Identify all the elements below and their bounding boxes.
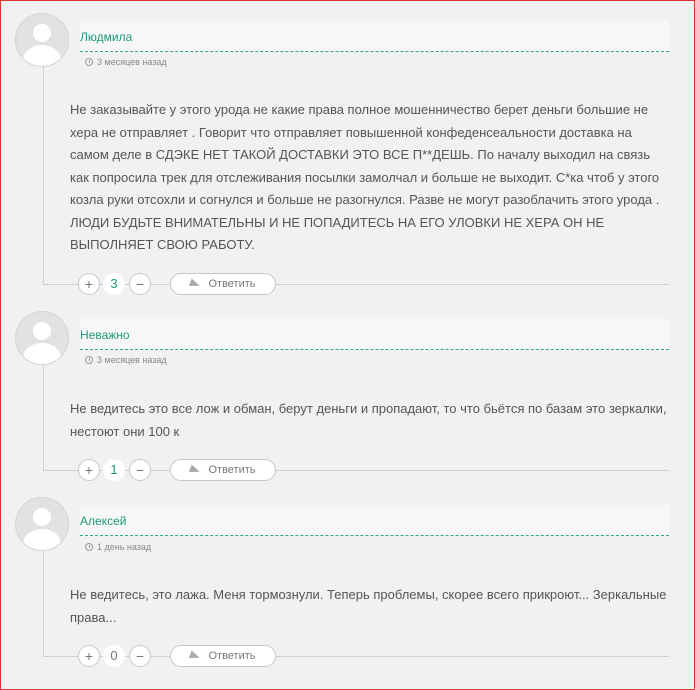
reply-arrow-icon bbox=[189, 279, 201, 290]
avatar bbox=[15, 13, 69, 67]
vote-count: 1 bbox=[103, 459, 125, 481]
default-avatar-icon bbox=[33, 24, 51, 42]
default-avatar-icon bbox=[33, 322, 51, 340]
time-label: 1 день назад bbox=[97, 542, 152, 552]
downvote-button[interactable]: − bbox=[129, 459, 151, 481]
comment-header bbox=[80, 505, 669, 536]
thread-line bbox=[43, 545, 44, 656]
author-name[interactable]: Людмила bbox=[80, 30, 133, 44]
reply-label: Ответить bbox=[208, 278, 256, 290]
clock-icon bbox=[85, 356, 93, 364]
downvote-button[interactable]: − bbox=[129, 645, 151, 667]
comment-time bbox=[85, 542, 151, 552]
reply-label: Ответить bbox=[208, 464, 256, 476]
reply-arrow-icon bbox=[189, 465, 201, 476]
avatar bbox=[15, 497, 69, 551]
reply-arrow-icon bbox=[189, 651, 201, 662]
vote-count: 0 bbox=[103, 645, 125, 667]
upvote-button[interactable]: + bbox=[78, 645, 100, 667]
upvote-button[interactable]: + bbox=[78, 273, 100, 295]
author-name[interactable]: Неважно bbox=[80, 328, 130, 342]
clock-icon bbox=[85, 543, 93, 551]
comment-header bbox=[80, 21, 669, 52]
comment-header bbox=[80, 319, 669, 350]
comment-time bbox=[85, 57, 167, 67]
reply-label: Ответить bbox=[208, 650, 256, 662]
time-label: 3 месяцев назад bbox=[97, 355, 167, 365]
reply-button[interactable] bbox=[170, 459, 276, 481]
author-name[interactable]: Алексей bbox=[80, 514, 127, 528]
comment-text: Не ведитесь, это лажа. Меня тормознули. Теперь проблемы, скорее всего прикроют... Зеркальные права... bbox=[70, 587, 667, 625]
clock-icon bbox=[85, 58, 93, 66]
comment-time bbox=[85, 355, 167, 365]
reply-button[interactable] bbox=[170, 645, 276, 667]
comment-text: Не ведитесь это все лож и обман, берут деньги и пропадают, то что бьётся по базам это зеркалки, нестоют они 100 к bbox=[70, 401, 667, 439]
reply-button[interactable] bbox=[170, 273, 276, 295]
thread-line bbox=[43, 358, 44, 470]
vote-count: 3 bbox=[103, 273, 125, 295]
default-avatar-icon bbox=[33, 508, 51, 526]
avatar bbox=[15, 311, 69, 365]
upvote-button[interactable]: + bbox=[78, 459, 100, 481]
time-label: 3 месяцев назад bbox=[97, 57, 167, 67]
downvote-button[interactable]: − bbox=[129, 273, 151, 295]
comment-text: Не заказывайте у этого урода не какие права полное мошенничество берет деньги большие не хера не отправляет . Говорит что отправляет повышенной конфеденсеальности доставка на самом деле в СДЭКЕ НЕТ ТАКОЙ ДОСТАВКИ ЭТО ВСЕ П**ДЕШЬ. По началу выходил на связь как попросила трек для отслеживания посылки замолчал и больше не выходит. С*ка чтоб у этого козла руки отсохли и согнулся и больше не разогнулся. Разве не могут разоблачить этого урода . ЛЮДИ БУДЬТЕ ВНИМАТЕЛЬНЫ И НЕ ПОПАДИТЕСЬ НА ЕГО УЛОВКИ НЕ ХЕРА ОН НЕ ВЫПОЛНЯЕТ СВОЮ РАБОТУ. bbox=[70, 102, 660, 252]
thread-line bbox=[43, 60, 44, 284]
